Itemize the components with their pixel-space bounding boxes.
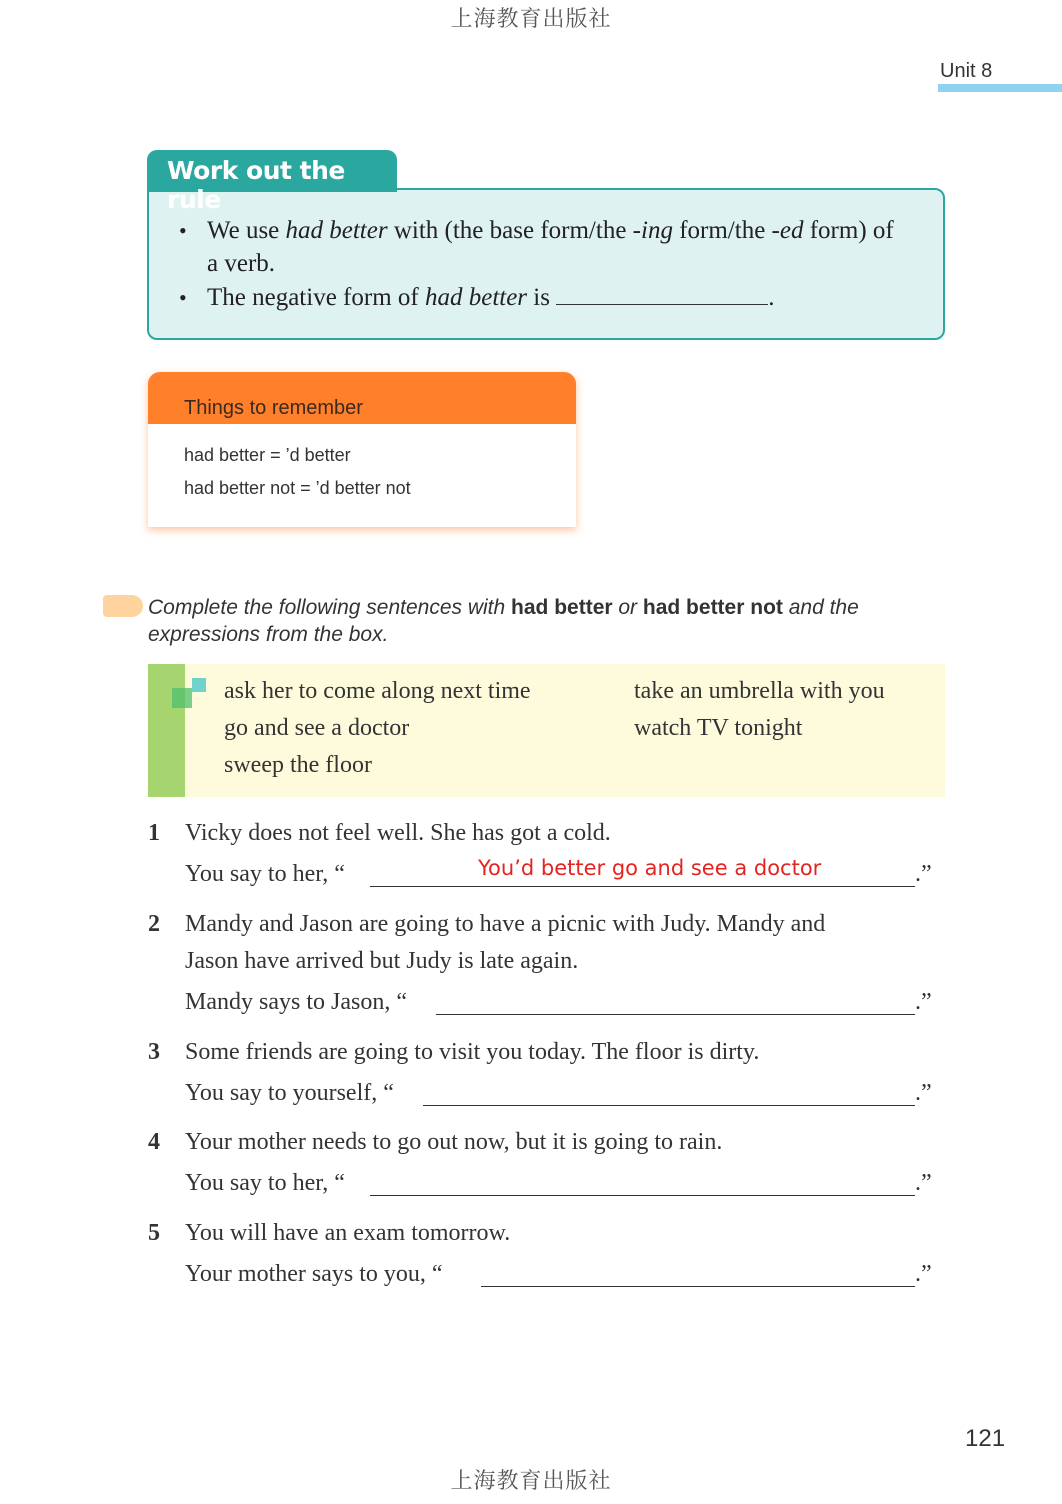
instruction-text: Complete the following sentences with [148, 596, 512, 619]
exercise-sentence: Jason have arrived but Judy is late again. [185, 948, 579, 974]
exercise-prompt: You say to her, “ [185, 1170, 345, 1196]
rule-text: is [527, 284, 557, 311]
remember-line-2: had better not = ’d better not [184, 478, 411, 498]
answer-line[interactable] [481, 1286, 915, 1287]
answer-line[interactable] [423, 1105, 915, 1106]
rule-text: The negative form of [207, 284, 425, 311]
exercise-sentence: Your mother needs to go out now, but it is going to rain. [185, 1129, 723, 1155]
publisher-footer: 上海教育出版社 [450, 1469, 612, 1494]
expression-item: ask her to come along next time [224, 678, 531, 704]
rule-text: with (the base form/the [387, 217, 633, 244]
instruction-bold: had better [511, 596, 613, 619]
instruction-text: or [612, 596, 643, 619]
decor-square [192, 678, 206, 692]
closing-quote: .” [915, 989, 932, 1015]
rule-text: form/the [672, 217, 772, 244]
unit-bar [938, 84, 1062, 92]
closing-quote: .” [915, 1261, 932, 1287]
expression-item: watch TV tonight [634, 715, 803, 741]
rule-blank[interactable] [556, 282, 768, 305]
page-number: 121 [965, 1425, 1006, 1452]
handwritten-answer: You’d better go and see a doctor [478, 856, 822, 880]
exercise-number: 1 [148, 820, 160, 846]
exercise-prompt: Your mother says to you, “ [185, 1261, 443, 1287]
answer-line[interactable] [370, 886, 915, 887]
expression-stripe [148, 664, 185, 797]
exercise-marker [103, 595, 143, 617]
remember-box [148, 372, 576, 527]
expression-item: go and see a doctor [224, 715, 410, 741]
publisher-header: 上海教育出版社 [450, 7, 612, 32]
rule-text: form) of a verb. [207, 217, 894, 277]
expression-item: sweep the floor [224, 752, 372, 778]
exercise-sentence: You will have an exam tomorrow. [185, 1220, 511, 1246]
remember-line-1: had better = ’d better [184, 445, 351, 465]
rule-italic: had better [424, 284, 528, 311]
rule-text: . [768, 284, 775, 311]
unit-label: Unit 8 [940, 60, 993, 82]
exercise-sentence: Some friends are going to visit you today. The floor is dirty. [185, 1039, 760, 1065]
rule-text: We use [207, 217, 286, 244]
exercise-number: 4 [148, 1129, 160, 1155]
closing-quote: .” [915, 861, 932, 887]
instruction [148, 594, 928, 648]
exercise-number: 2 [148, 911, 160, 937]
decor-square [172, 688, 192, 708]
answer-line[interactable] [436, 1014, 915, 1015]
rule-italic: -ed [771, 217, 804, 244]
expression-item: take an umbrella with you [634, 678, 885, 704]
rule-bullet-2 [207, 281, 907, 314]
rule-title: Work out the rule [167, 156, 345, 214]
instruction-bold: had better not [642, 596, 783, 619]
instruction-text: and the expressions from the box. [148, 596, 859, 646]
exercise-prompt: Mandy says to Jason, “ [185, 989, 407, 1015]
rule-italic: -ing [632, 217, 673, 244]
exercise-prompt: You say to yourself, “ [185, 1080, 394, 1106]
rule-tab [147, 150, 397, 214]
expression-box [148, 664, 945, 797]
remember-title: Things to remember [184, 397, 363, 419]
exercise-number: 5 [148, 1220, 160, 1246]
exercise-sentence: Vicky does not feel well. She has got a cold. [185, 820, 611, 846]
exercise-sentence: Mandy and Jason are going to have a picnic with Judy. Mandy and [185, 911, 826, 937]
exercise-prompt: You say to her, “ [185, 861, 345, 887]
rule-italic: had better [285, 217, 388, 244]
rule-bullet-1 [207, 214, 907, 280]
closing-quote: .” [915, 1080, 932, 1106]
answer-line[interactable] [370, 1195, 915, 1196]
exercise-number: 3 [148, 1039, 160, 1065]
closing-quote: .” [915, 1170, 932, 1196]
